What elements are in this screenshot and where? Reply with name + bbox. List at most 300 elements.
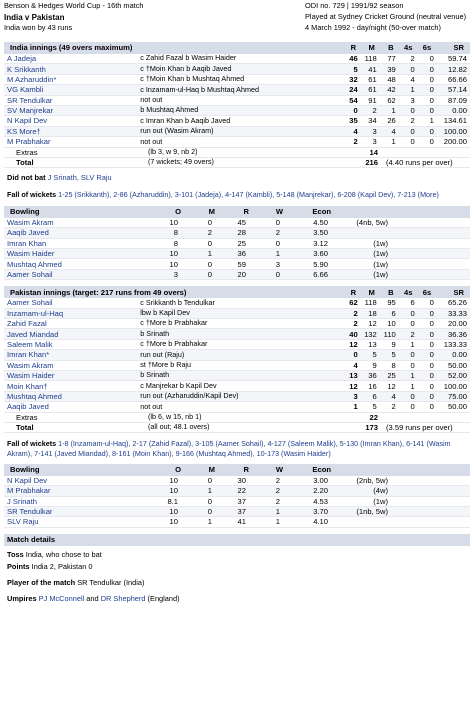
strike-rate-value: 52.00 [447, 371, 467, 381]
bowler-row [4, 507, 470, 517]
strike-rate-value: 100.00 [443, 126, 467, 136]
batsman-row [4, 361, 470, 371]
economy-value: 3.70 [313, 507, 328, 517]
balls-value: 25 [387, 371, 396, 381]
batsman-name-link[interactable]: N Kapil Dev [7, 116, 48, 126]
balls-value: 110 [383, 329, 396, 339]
sixes-value: 0 [429, 64, 434, 74]
odi-number: ODI no. 729 | 1991/92 season [305, 1, 404, 10]
bowler-name-link[interactable]: Wasim Akram [7, 218, 54, 228]
innings1-total: Total (7 wickets; 49 overs) 216 (4.40 runs per over) [4, 158, 470, 168]
fours-value: 0 [410, 137, 415, 147]
strike-rate-value: 20.00 [447, 319, 467, 329]
strike-rate-value: 36.36 [447, 329, 467, 339]
runs-value: 1 [353, 402, 358, 412]
runs-value: 2 [353, 319, 358, 329]
economy-value: 3.50 [313, 228, 328, 238]
dismissal-text: b Mushtaq Ahmed [140, 106, 199, 115]
match-details-title: Match details [7, 535, 56, 545]
runs-value: 12 [349, 381, 358, 391]
dismissal-text: c †Moin Khan b Aaqib Javed [140, 64, 232, 73]
bowler-name-link[interactable]: SLV Raju [7, 517, 39, 527]
bowler-name-link[interactable]: N Kapil Dev [7, 475, 48, 485]
innings1-bowling-header: Bowling O M R W Econ [4, 206, 470, 218]
batsman-name-link[interactable]: Mushtaq Ahmed [7, 391, 62, 401]
balls-value: 2 [391, 402, 396, 412]
balls-value: 42 [387, 85, 396, 95]
dismissal-text: c Manjrekar b Kapil Dev [140, 381, 217, 390]
bowler-row [4, 270, 470, 280]
dismissal-text: run out (Wasim Akram) [140, 127, 214, 136]
batsman-row [4, 329, 470, 339]
minutes-value: 3 [372, 137, 377, 147]
col-sr: SR [453, 43, 465, 53]
col-r: R [350, 43, 357, 53]
sixes-value: 1 [429, 116, 434, 126]
fours-value: 3 [410, 95, 415, 105]
umpire-link[interactable]: PJ McConnell [38, 593, 85, 603]
overs-value: 8.1 [167, 496, 178, 506]
balls-value: 39 [387, 64, 396, 74]
maidens-value: 1 [207, 486, 212, 496]
col-b: B [388, 43, 394, 53]
fours-value: 0 [410, 402, 415, 412]
batsman-name-link[interactable]: Moin Khan† [7, 381, 48, 391]
runs-value: 4 [353, 360, 358, 370]
sixes-value: 0 [429, 360, 434, 370]
strike-rate-value: 65.26 [447, 298, 467, 308]
wickets-value: 0 [275, 238, 280, 248]
wickets-value: 3 [275, 259, 280, 269]
bowler-name-link[interactable]: Wasim Haider [7, 249, 55, 259]
innings1-fall-of-wickets: Fall of wickets 1-25 (Srikkanth), 2-86 (Azharuddin), 3-101 (Jadeja), 4-147 (Kambli), 5-148 (Manjrekar), 6-208 (Kapil Dev), 7-213 (More) [7, 190, 439, 200]
maidens-value: 0 [207, 218, 212, 228]
match-result: India won by 43 runs [4, 23, 73, 33]
runs-value: 0 [353, 106, 358, 116]
wickets-value: 0 [275, 269, 280, 279]
sixes-value: 0 [429, 106, 434, 116]
batsman-name-link[interactable]: VG Kambli [7, 85, 44, 95]
minutes-value: 61 [368, 85, 377, 95]
batsman-name-link[interactable]: Zahid Fazal [7, 319, 47, 329]
minutes-value: 91 [368, 95, 377, 105]
fours-value: 0 [410, 64, 415, 74]
fours-value: 6 [410, 298, 415, 308]
sixes-value: 0 [429, 402, 434, 412]
runs-value: 2 [353, 308, 358, 318]
bowler-name-link[interactable]: Imran Khan [7, 238, 47, 248]
batsman-row [4, 319, 470, 329]
maidens-value: 0 [207, 507, 212, 517]
innings2-header: Pakistan innings (target: 217 runs from 49 overs) R M B 4s 6s SR [4, 286, 470, 298]
innings2-total: Total (all out; 48.1 overs) 173 (3.59 runs per over) [4, 423, 470, 433]
fours-value: 1 [410, 339, 415, 349]
minutes-value: 9 [372, 360, 377, 370]
balls-value: 4 [391, 391, 396, 401]
col-6s: 6s [422, 43, 432, 53]
dismissal-text: c †More b Prabhakar [140, 319, 208, 328]
sixes-value: 0 [429, 54, 434, 64]
strike-rate-value: 200.00 [443, 137, 467, 147]
balls-value: 10 [387, 319, 396, 329]
dismissal-text: run out (Raju) [140, 350, 185, 359]
sixes-value: 0 [429, 298, 434, 308]
fours-value: 0 [410, 126, 415, 136]
batsman-name-link[interactable]: Saleem Malik [7, 339, 53, 349]
batsman-row [4, 127, 470, 137]
bowler-name-link[interactable]: J Srinath [7, 496, 37, 506]
dismissal-text: b Srinath [140, 329, 170, 338]
fours-value: 2 [410, 116, 415, 126]
strike-rate-value: 100.00 [443, 381, 467, 391]
batsman-name-link[interactable]: Aamer Sohail [7, 298, 53, 308]
strike-rate-value: 57.14 [447, 85, 467, 95]
fours-value: 0 [410, 319, 415, 329]
maidens-value: 0 [207, 475, 212, 485]
economy-value: 4.10 [313, 517, 328, 527]
umpires-row: Umpires PJ McConnell and DR Shepherd (England) [7, 593, 180, 603]
dismissal-text: c Srikkanth b Tendulkar [140, 298, 215, 307]
extras-breakdown: (1w) [373, 249, 388, 259]
bowler-row [4, 497, 470, 507]
batsman-row [4, 64, 470, 74]
batsman-row [4, 96, 470, 106]
runs-conceded-value: 20 [237, 269, 246, 279]
economy-value: 4.53 [313, 496, 328, 506]
wickets-value: 1 [275, 249, 280, 259]
runs-conceded-value: 59 [237, 259, 246, 269]
batsman-row [4, 298, 470, 308]
sixes-value: 0 [429, 329, 434, 339]
innings2-title: Pakistan innings (target: 217 runs from 49 overs) [10, 287, 187, 297]
sixes-value: 0 [429, 391, 434, 401]
fours-value: 2 [410, 329, 415, 339]
maidens-value: 1 [207, 517, 212, 527]
batsman-row [4, 137, 470, 147]
runs-conceded-value: 45 [237, 218, 246, 228]
dismissal-text: c Imran Khan b Aaqib Javed [140, 116, 231, 125]
innings1-title: India innings (49 overs maximum) [10, 43, 133, 53]
strike-rate-value: 75.00 [447, 391, 467, 401]
strike-rate-value: 0.00 [452, 350, 467, 360]
wickets-value: 2 [275, 486, 280, 496]
fours-value: 1 [410, 381, 415, 391]
runs-conceded-value: 36 [237, 249, 246, 259]
balls-value: 1 [391, 106, 396, 116]
overs-value: 10 [169, 475, 178, 485]
strike-rate-value: 66.66 [447, 74, 467, 84]
player-of-match-row: Player of the match SR Tendulkar (India) [7, 577, 145, 587]
runs-value: 62 [349, 298, 358, 308]
overs-value: 3 [173, 269, 178, 279]
sixes-value: 0 [429, 137, 434, 147]
batsman-name-link[interactable]: M Azharuddin* [7, 74, 57, 84]
runs-value: 5 [353, 64, 358, 74]
maidens-value: 2 [207, 228, 212, 238]
toss-row: Toss India, who chose to bat [7, 549, 102, 559]
batsman-name-link[interactable]: A Jadeja [7, 54, 37, 64]
bowler-row [4, 239, 470, 249]
dismissal-text: not out [140, 402, 163, 411]
bowler-row [4, 486, 470, 496]
fours-value: 1 [410, 85, 415, 95]
extras-breakdown: (4w) [373, 486, 388, 496]
strike-rate-value: 134.61 [443, 116, 467, 126]
dismissal-text: lbw b Kapil Dev [140, 309, 190, 317]
runs-conceded-value: 30 [237, 475, 246, 485]
extras-breakdown: (4nb, 5w) [356, 218, 388, 228]
batsman-row [4, 340, 470, 350]
sixes-value: 0 [429, 381, 434, 391]
economy-value: 3.60 [313, 249, 328, 259]
minutes-value: 2 [372, 106, 377, 116]
runs-conceded-value: 22 [237, 486, 246, 496]
runs-value: 2 [353, 137, 358, 147]
economy-value: 6.66 [313, 269, 328, 279]
batsman-name-link[interactable]: SR Tendulkar [7, 95, 53, 105]
overs-value: 10 [169, 259, 178, 269]
extras-breakdown: (2nb, 5w) [356, 475, 388, 485]
innings1-batting [4, 54, 470, 148]
batsman-row [4, 54, 470, 64]
strike-rate-value: 33.33 [447, 308, 467, 318]
innings1-bowling [4, 218, 470, 280]
overs-value: 8 [173, 238, 178, 248]
sixes-value: 0 [429, 371, 434, 381]
minutes-value: 132 [364, 329, 377, 339]
minutes-value: 36 [368, 371, 377, 381]
batsman-name-link[interactable]: KS More† [7, 126, 41, 136]
dismissal-text: c Inzamam-ul-Haq b Mushtaq Ahmed [140, 85, 259, 94]
strike-rate-value: 87.09 [447, 95, 467, 105]
series-name: Benson & Hedges World Cup - 16th match [4, 1, 144, 10]
batsman-row [4, 381, 470, 391]
innings2-batting [4, 298, 470, 412]
innings1-extras: Extras (lb 3, w 9, nb 2) 14 [4, 148, 470, 158]
bowler-row [4, 517, 470, 527]
bowler-row [4, 259, 470, 269]
runs-value: 24 [349, 85, 358, 95]
sixes-value: 0 [429, 350, 434, 360]
balls-value: 62 [387, 95, 396, 105]
strike-rate-value: 12.82 [447, 64, 467, 74]
sixes-value: 0 [429, 126, 434, 136]
overs-value: 10 [169, 517, 178, 527]
bowler-name-link[interactable]: SR Tendulkar [7, 507, 53, 517]
extras-breakdown: (1w) [373, 238, 388, 248]
batsman-name-link[interactable]: SV Manjrekar [7, 106, 54, 116]
wickets-value: 2 [275, 228, 280, 238]
wickets-value: 2 [275, 475, 280, 485]
bowler-row [4, 228, 470, 238]
batsman-name-link[interactable]: K Srikkanth [7, 64, 46, 74]
strike-rate-value: 59.74 [447, 54, 467, 64]
minutes-value: 5 [372, 350, 377, 360]
fours-value: 1 [410, 371, 415, 381]
runs-value: 3 [353, 391, 358, 401]
balls-value: 1 [391, 137, 396, 147]
runs-value: 35 [349, 116, 358, 126]
maidens-value: 0 [207, 496, 212, 506]
batsman-name-link[interactable]: Imran Khan* [7, 350, 50, 360]
fours-value: 0 [410, 350, 415, 360]
batsman-name-link[interactable]: M Prabhakar [7, 137, 51, 147]
runs-conceded-value: 28 [237, 228, 246, 238]
maidens-value: 1 [207, 249, 212, 259]
runs-conceded-value: 37 [237, 507, 246, 517]
fours-value: 0 [410, 308, 415, 318]
bowler-row [4, 249, 470, 259]
sixes-value: 0 [429, 74, 434, 84]
economy-value: 4.50 [313, 218, 328, 228]
sixes-value: 0 [429, 85, 434, 95]
balls-value: 12 [387, 381, 396, 391]
batsman-row [4, 75, 470, 85]
minutes-value: 118 [364, 54, 377, 64]
fours-value: 0 [410, 391, 415, 401]
sixes-value: 0 [429, 319, 434, 329]
minutes-value: 13 [368, 339, 377, 349]
runs-value: 54 [349, 95, 358, 105]
minutes-value: 34 [368, 116, 377, 126]
dismissal-text: b Srinath [140, 371, 170, 380]
batsman-row [4, 85, 470, 95]
runs-value: 4 [353, 126, 358, 136]
bowler-row [4, 218, 470, 228]
batsman-name-link[interactable]: Inzamam-ul-Haq [7, 308, 64, 318]
overs-value: 10 [169, 249, 178, 259]
overs-value: 10 [169, 507, 178, 517]
bowler-name-link[interactable]: M Prabhakar [7, 486, 51, 496]
bowler-name-link[interactable]: Mushtaq Ahmed [7, 259, 62, 269]
venue: Played at Sydney Cricket Ground (neutral venue) [305, 11, 467, 21]
fours-value: 2 [410, 54, 415, 64]
match-header [4, 2, 470, 42]
fours-value: 0 [410, 360, 415, 370]
fours-value: 4 [410, 74, 415, 84]
dismissal-text: c †Moin Khan b Mushtaq Ahmed [140, 75, 245, 84]
minutes-value: 16 [368, 381, 377, 391]
runs-value: 40 [349, 329, 358, 339]
extras-breakdown: (1w) [373, 259, 388, 269]
runs-value: 32 [349, 74, 358, 84]
maidens-value: 0 [207, 269, 212, 279]
economy-value: 2.20 [313, 486, 328, 496]
runs-value: 13 [349, 371, 358, 381]
umpire-link[interactable]: DR Shepherd [100, 593, 146, 603]
minutes-value: 18 [368, 308, 377, 318]
dismissal-text: not out [140, 137, 163, 146]
dismissal-text: c Zahid Fazal b Wasim Haider [140, 54, 237, 63]
innings1-header [4, 42, 470, 54]
sixes-value: 0 [429, 95, 434, 105]
extras-breakdown: (1w) [373, 269, 388, 279]
balls-value: 8 [391, 360, 396, 370]
minutes-value: 3 [372, 126, 377, 136]
balls-value: 5 [391, 350, 396, 360]
runs-conceded-value: 41 [237, 517, 246, 527]
innings2-bowling [4, 476, 470, 528]
match-details-header [4, 534, 470, 546]
overs-value: 10 [169, 218, 178, 228]
wickets-value: 1 [275, 517, 280, 527]
wickets-value: 0 [275, 218, 280, 228]
dismissal-text: run out (Azharuddin/Kapil Dev) [140, 392, 239, 401]
minutes-value: 118 [364, 298, 377, 308]
dismissal-text: st †More b Raju [140, 360, 192, 369]
strike-rate-value: 133.33 [443, 339, 467, 349]
innings2-extras: Extras (lb 6, w 15, nb 1) 22 [4, 413, 470, 423]
fours-value: 0 [410, 106, 415, 116]
minutes-value: 41 [368, 64, 377, 74]
match-title: India v Pakistan [4, 12, 65, 22]
balls-value: 4 [391, 126, 396, 136]
batsman-row [4, 309, 470, 319]
col-m: M [368, 43, 375, 53]
extras-breakdown: (1w) [373, 496, 388, 506]
bowler-name-link[interactable]: Aamer Sohail [7, 269, 53, 279]
maidens-value: 0 [207, 259, 212, 269]
bowler-name-link[interactable]: Aaqib Javed [7, 228, 49, 238]
match-date: 4 March 1992 - day/night (50-over match) [305, 22, 441, 32]
sixes-value: 0 [429, 339, 434, 349]
minutes-value: 6 [372, 391, 377, 401]
economy-value: 3.00 [313, 475, 328, 485]
wickets-value: 2 [275, 496, 280, 506]
wickets-value: 1 [275, 507, 280, 517]
runs-value: 0 [353, 350, 358, 360]
minutes-value: 12 [368, 319, 377, 329]
maidens-value: 0 [207, 238, 212, 248]
batsman-row [4, 371, 470, 381]
runs-conceded-value: 25 [237, 238, 246, 248]
balls-value: 77 [387, 54, 396, 64]
extras-breakdown: (1nb, 5w) [356, 507, 388, 517]
did-not-bat: Did not bat J Srinath, SLV Raju [7, 173, 112, 183]
dismissal-text: c †More b Prabhakar [140, 340, 208, 349]
balls-value: 95 [387, 298, 396, 308]
minutes-value: 61 [368, 74, 377, 84]
economy-value: 3.12 [313, 238, 328, 248]
batsman-name-link[interactable]: Wasim Akram [7, 360, 54, 370]
runs-value: 12 [349, 339, 358, 349]
balls-value: 26 [387, 116, 396, 126]
batsman-row [4, 402, 470, 412]
sixes-value: 0 [429, 308, 434, 318]
points-row: Points India 2, Pakistan 0 [7, 561, 93, 571]
batsman-row [4, 392, 470, 402]
batsman-row [4, 106, 470, 116]
strike-rate-value: 0.00 [452, 106, 467, 116]
overs-value: 10 [169, 486, 178, 496]
bowler-row [4, 476, 470, 486]
batsman-row [4, 350, 470, 360]
runs-value: 46 [349, 54, 358, 64]
strike-rate-value: 50.00 [447, 402, 467, 412]
batsman-name-link[interactable]: Javed Miandad [7, 329, 59, 339]
dismissal-text: not out [140, 95, 163, 104]
runs-conceded-value: 37 [237, 496, 246, 506]
overs-value: 8 [173, 228, 178, 238]
strike-rate-value: 50.00 [447, 360, 467, 370]
balls-value: 9 [391, 339, 396, 349]
balls-value: 6 [391, 308, 396, 318]
batsman-name-link[interactable]: Aaqib Javed [7, 402, 49, 412]
innings2-bowling-header: Bowling O M R W Econ [4, 464, 470, 476]
innings2-fall-of-wickets: Fall of wickets 1-8 (Inzamam-ul-Haq), 2-17 (Zahid Fazal), 3-105 (Aamer Sohail), 4-127 (Saleem Malik), 5-130 (Imran Khan), 6-141 (Wasim Akram), 7-141 (Javed Miandad), 8-161 (Moin Khan), 9-166 (Mushtaq Ahmed), 10-173 (Wasim Haider) [7, 439, 451, 459]
batsman-row [4, 116, 470, 126]
batsman-name-link[interactable]: Wasim Haider [7, 371, 55, 381]
